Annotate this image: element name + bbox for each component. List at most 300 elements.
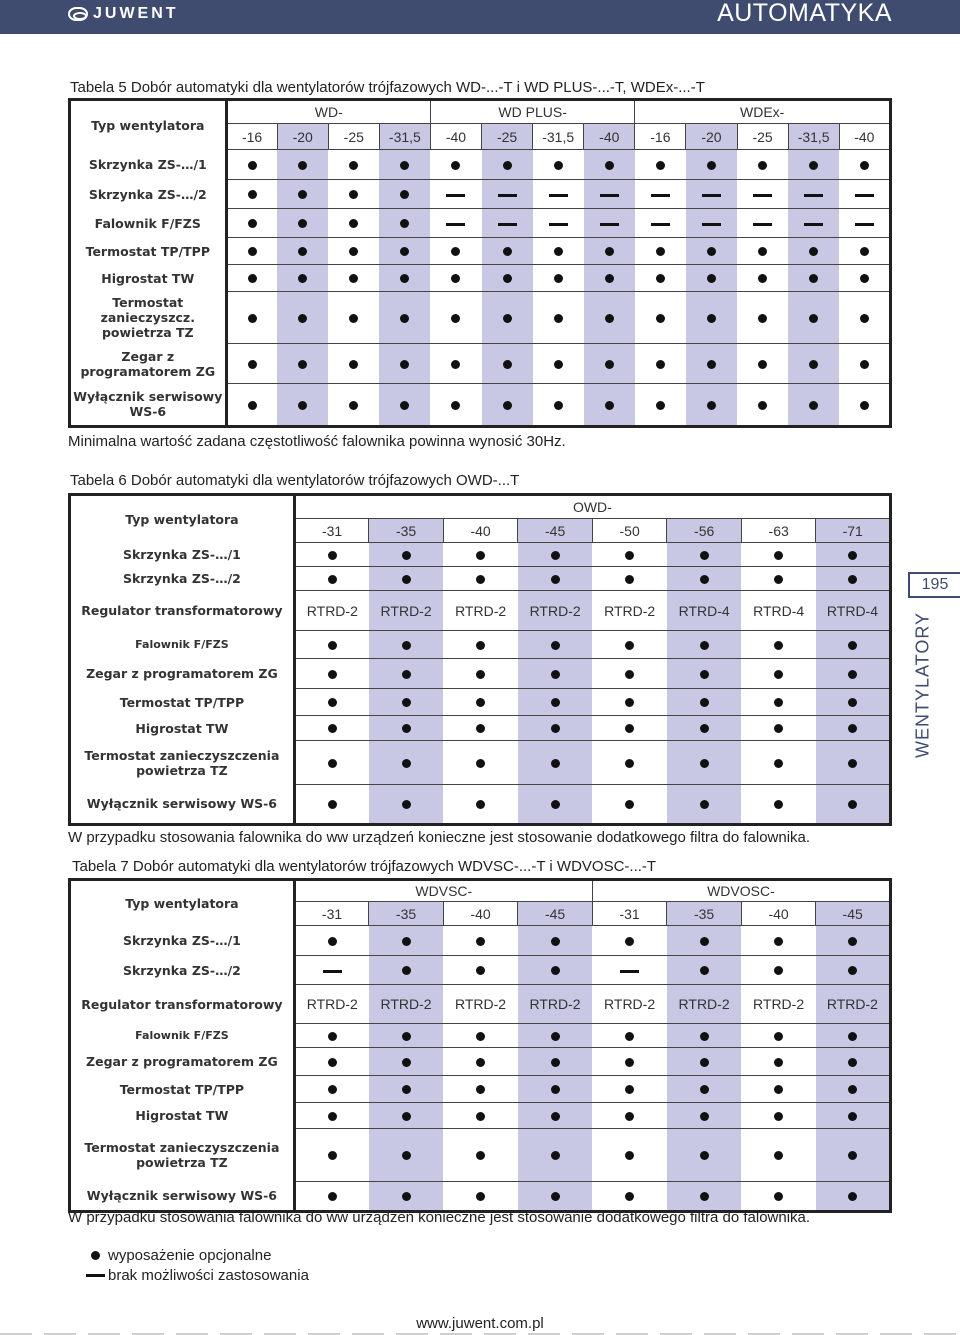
table-cell <box>294 716 369 741</box>
column-header: -40 <box>584 124 635 150</box>
optional-dot-icon <box>554 360 563 369</box>
table-cell <box>294 689 369 716</box>
table-cell <box>686 150 737 180</box>
table-cell <box>294 1129 369 1182</box>
optional-dot-icon <box>551 641 560 650</box>
table-cell <box>737 384 788 427</box>
optional-dot-icon <box>860 274 869 283</box>
table-row <box>70 1024 891 1048</box>
table-cell <box>816 543 891 567</box>
not-applicable-dash-icon <box>498 223 517 226</box>
table-cell <box>294 1103 369 1129</box>
table-cell <box>294 956 369 985</box>
optional-dot-icon <box>554 161 563 170</box>
table-cell <box>816 1048 891 1076</box>
table-cell <box>741 926 816 956</box>
table-6 <box>68 493 892 826</box>
optional-dot-icon <box>248 190 257 199</box>
optional-dot-icon <box>328 575 337 584</box>
optional-dot-icon <box>476 575 485 584</box>
optional-dot-icon <box>551 937 560 946</box>
optional-dot-icon <box>809 161 818 170</box>
table-cell <box>737 265 788 292</box>
table-cell <box>686 265 737 292</box>
optional-dot-icon <box>605 401 614 410</box>
table-cell <box>788 238 839 265</box>
group-header: OWD- <box>294 495 890 519</box>
optional-dot-icon <box>451 161 460 170</box>
table-cell <box>533 265 584 292</box>
optional-dot-icon <box>700 698 709 707</box>
table-cell <box>839 344 890 384</box>
table-cell <box>592 1129 667 1182</box>
optional-dot-icon <box>848 1032 857 1041</box>
column-header: -31 <box>294 902 369 926</box>
optional-dot-icon <box>298 314 307 323</box>
table-cell <box>379 384 430 427</box>
optional-dot-icon <box>400 161 409 170</box>
table-row <box>70 238 891 265</box>
table-cell <box>839 180 890 209</box>
optional-dot-icon <box>349 401 358 410</box>
optional-dot-icon <box>848 551 857 560</box>
table-cell <box>816 567 891 591</box>
optional-dot-icon <box>402 551 411 560</box>
optional-dot-icon <box>248 219 257 228</box>
table-cell <box>277 384 328 427</box>
optional-dot-icon <box>298 401 307 410</box>
table-cell: RTRD-2 <box>369 591 444 631</box>
table-cell <box>277 209 328 238</box>
row-label: Skrzynka ZS-…/2 <box>70 180 227 209</box>
table-cell <box>839 265 890 292</box>
optional-dot-icon <box>402 641 411 650</box>
table-cell <box>226 150 277 180</box>
brand-name: JUWENT <box>93 5 179 22</box>
row-label: Falownik F/FZS <box>70 1024 295 1048</box>
optional-dot-icon <box>402 575 411 584</box>
type-header: Typ wentylatora <box>70 880 295 926</box>
optional-dot-icon <box>476 724 485 733</box>
optional-dot-icon <box>328 641 337 650</box>
optional-dot-icon <box>402 1058 411 1067</box>
table-cell <box>369 689 444 716</box>
optional-dot-icon <box>848 1192 857 1201</box>
optional-dot-icon <box>551 551 560 560</box>
group-header: WDEx- <box>635 100 891 124</box>
table-cell <box>518 567 593 591</box>
table-cell <box>294 631 369 659</box>
optional-dot-icon <box>349 161 358 170</box>
table-cell <box>741 785 816 825</box>
legend-not-applicable <box>84 1267 309 1284</box>
optional-dot-icon <box>551 759 560 768</box>
table-cell <box>816 689 891 716</box>
optional-dot-icon <box>402 698 411 707</box>
table-cell <box>635 180 686 209</box>
optional-dot-icon <box>503 314 512 323</box>
not-applicable-dash-icon <box>323 970 342 973</box>
optional-dot-icon <box>625 1151 634 1160</box>
optional-dot-icon <box>551 1112 560 1121</box>
table-cell <box>430 238 481 265</box>
table-cell <box>226 265 277 292</box>
table-cell <box>294 1024 369 1048</box>
optional-dot-icon <box>400 219 409 228</box>
optional-dot-icon <box>328 724 337 733</box>
optional-dot-icon <box>848 1151 857 1160</box>
table-cell <box>482 265 533 292</box>
table-row <box>70 567 891 591</box>
table-cell <box>328 384 379 427</box>
table-cell <box>788 209 839 238</box>
table-cell: RTRD-4 <box>816 591 891 631</box>
table-cell <box>328 150 379 180</box>
optional-dot-icon <box>625 1032 634 1041</box>
table-5-title: Tabela 5 Dobór automatyki dla wentylatorów trójfazowych WD-...-T i WD PLUS-...-T, WDEx-...-T <box>70 79 705 96</box>
table-cell <box>369 1129 444 1182</box>
table-cell <box>635 238 686 265</box>
optional-dot-icon <box>551 698 560 707</box>
optional-dot-icon <box>848 641 857 650</box>
table-cell <box>741 631 816 659</box>
table-cell <box>369 1024 444 1048</box>
table-cell: RTRD-2 <box>592 985 667 1024</box>
table-cell <box>369 926 444 956</box>
optional-dot-icon <box>298 161 307 170</box>
table-cell <box>482 150 533 180</box>
column-header: -40 <box>443 902 518 926</box>
optional-dot-icon <box>328 551 337 560</box>
optional-dot-icon <box>700 1085 709 1094</box>
optional-dot-icon <box>328 1085 337 1094</box>
table-cell <box>294 926 369 956</box>
not-applicable-dash-icon <box>620 970 639 973</box>
row-label: Termostat TP/TPP <box>70 1076 295 1103</box>
optional-dot-icon <box>402 1151 411 1160</box>
optional-dot-icon <box>625 641 634 650</box>
column-header: -71 <box>816 519 891 543</box>
optional-dot-icon <box>809 247 818 256</box>
row-label: Falownik F/FZS <box>70 209 227 238</box>
table-cell <box>741 741 816 785</box>
table-cell <box>592 785 667 825</box>
optional-dot-icon <box>476 966 485 975</box>
optional-dot-icon <box>809 360 818 369</box>
optional-dot-icon <box>700 1112 709 1121</box>
optional-dot-icon <box>774 551 783 560</box>
optional-dot-icon <box>774 800 783 809</box>
row-label: Skrzynka ZS-…/1 <box>70 150 227 180</box>
optional-dot-icon <box>700 724 709 733</box>
table-row <box>70 689 891 716</box>
table-cell <box>592 926 667 956</box>
table-cell <box>369 785 444 825</box>
table-cell <box>443 543 518 567</box>
column-header: -40 <box>839 124 890 150</box>
table-row <box>70 716 891 741</box>
table-cell <box>584 238 635 265</box>
table-cell <box>443 716 518 741</box>
table-cell <box>277 265 328 292</box>
optional-dot-icon <box>400 190 409 199</box>
optional-dot-icon <box>402 966 411 975</box>
optional-dot-icon <box>656 161 665 170</box>
column-header: -16 <box>635 124 686 150</box>
optional-dot-icon <box>625 759 634 768</box>
optional-dot-icon <box>551 670 560 679</box>
table-cell: RTRD-2 <box>816 985 891 1024</box>
optional-dot-icon <box>758 314 767 323</box>
table-cell <box>741 543 816 567</box>
optional-dot-icon <box>700 759 709 768</box>
optional-dot-icon <box>707 161 716 170</box>
optional-dot-icon <box>774 641 783 650</box>
table-cell <box>737 150 788 180</box>
table-cell <box>584 265 635 292</box>
table-cell <box>294 543 369 567</box>
table-cell <box>533 180 584 209</box>
optional-dot-icon <box>809 401 818 410</box>
optional-dot-icon <box>554 401 563 410</box>
table-cell <box>369 1182 444 1212</box>
table-cell: RTRD-2 <box>592 591 667 631</box>
table-7-title: Tabela 7 Dobór automatyki dla wentylatorów trójfazowych WDVSC-...-T i WDVOSC-...-T <box>72 858 657 875</box>
section-title: AUTOMATYKA <box>717 0 892 27</box>
column-header: -25 <box>737 124 788 150</box>
not-applicable-dash-icon <box>855 194 874 197</box>
table-cell <box>816 956 891 985</box>
table-cell: RTRD-2 <box>518 591 593 631</box>
table-cell <box>277 150 328 180</box>
table-cell <box>482 209 533 238</box>
optional-dot-icon <box>503 274 512 283</box>
optional-dot-icon <box>605 314 614 323</box>
optional-dot-icon <box>476 1192 485 1201</box>
table-cell <box>635 384 686 427</box>
row-label: Higrostat TW <box>70 1103 295 1129</box>
optional-dot-icon <box>774 575 783 584</box>
table-cell <box>430 344 481 384</box>
optional-dot-icon <box>625 937 634 946</box>
optional-dot-icon <box>328 1192 337 1201</box>
table-cell <box>443 659 518 689</box>
table-cell <box>430 292 481 344</box>
table-cell <box>482 384 533 427</box>
column-header: -63 <box>741 519 816 543</box>
optional-dot-icon <box>774 1058 783 1067</box>
table-cell <box>635 265 686 292</box>
optional-dot-icon <box>774 1112 783 1121</box>
table-cell <box>294 567 369 591</box>
table-cell <box>737 180 788 209</box>
optional-dot-icon <box>707 401 716 410</box>
table-cell <box>443 741 518 785</box>
optional-dot-icon <box>476 1085 485 1094</box>
not-applicable-dash-icon <box>753 223 772 226</box>
table-cell <box>592 1076 667 1103</box>
row-label: Higrostat TW <box>70 716 295 741</box>
table-cell <box>839 238 890 265</box>
optional-dot-icon <box>707 314 716 323</box>
optional-dot-icon <box>451 247 460 256</box>
table-row <box>70 150 891 180</box>
table-cell <box>741 1129 816 1182</box>
optional-dot-icon <box>848 1058 857 1067</box>
not-applicable-dash-icon <box>702 194 721 197</box>
optional-dot-icon <box>451 360 460 369</box>
optional-dot-icon <box>848 1085 857 1094</box>
row-label: Skrzynka ZS-…/1 <box>70 926 295 956</box>
table-cell <box>328 344 379 384</box>
optional-dot-icon <box>402 724 411 733</box>
table-cell <box>788 265 839 292</box>
row-label: Higrostat TW <box>70 265 227 292</box>
optional-dot-icon <box>774 966 783 975</box>
table-cell <box>328 209 379 238</box>
optional-dot-icon <box>476 1112 485 1121</box>
optional-dot-icon <box>551 1151 560 1160</box>
row-label: Regulator transformatorowy <box>70 591 295 631</box>
table-cell <box>686 238 737 265</box>
table-cell <box>379 180 430 209</box>
optional-dot-icon <box>625 800 634 809</box>
optional-dot-icon <box>554 274 563 283</box>
optional-dot-icon <box>758 247 767 256</box>
optional-dot-icon <box>248 247 257 256</box>
table-cell: RTRD-2 <box>369 985 444 1024</box>
column-header: -25 <box>328 124 379 150</box>
table-cell: RTRD-2 <box>741 985 816 1024</box>
table-7 <box>68 878 892 1213</box>
table-cell <box>430 384 481 427</box>
footer-url[interactable]: www.juwent.com.pl <box>416 1315 544 1332</box>
optional-dot-icon <box>328 1032 337 1041</box>
table-cell <box>741 956 816 985</box>
optional-dot-icon <box>349 247 358 256</box>
column-header: -40 <box>741 902 816 926</box>
table-cell <box>667 926 742 956</box>
table-cell <box>584 292 635 344</box>
table-cell: RTRD-2 <box>443 985 518 1024</box>
table-row <box>70 659 891 689</box>
table-cell <box>667 741 742 785</box>
optional-dot-icon <box>248 360 257 369</box>
optional-dot-icon <box>298 219 307 228</box>
table-cell <box>369 1103 444 1129</box>
optional-dot-icon <box>400 274 409 283</box>
table-cell: RTRD-2 <box>443 591 518 631</box>
optional-dot-icon <box>476 1032 485 1041</box>
table-cell <box>328 292 379 344</box>
optional-dot-icon <box>349 190 358 199</box>
row-label: Regulator transformatorowy <box>70 985 295 1024</box>
table-cell <box>369 741 444 785</box>
optional-dot-icon <box>700 575 709 584</box>
optional-dot-icon <box>328 937 337 946</box>
table-row <box>70 344 891 384</box>
table-row <box>70 741 891 785</box>
table-row <box>70 1103 891 1129</box>
table-cell <box>518 1048 593 1076</box>
optional-dot-icon <box>349 219 358 228</box>
table-cell <box>277 292 328 344</box>
table-cell <box>294 1076 369 1103</box>
optional-dot-icon <box>848 966 857 975</box>
table-cell <box>277 180 328 209</box>
table-cell <box>741 1182 816 1212</box>
table-cell <box>443 785 518 825</box>
table-cell <box>430 265 481 292</box>
table-row <box>70 265 891 292</box>
table-cell: RTRD-2 <box>667 985 742 1024</box>
table-cell <box>584 384 635 427</box>
row-label: Falownik F/FZS <box>70 631 295 659</box>
optional-dot-icon <box>848 800 857 809</box>
table-cell <box>482 344 533 384</box>
page-header <box>0 0 960 34</box>
table-cell <box>443 631 518 659</box>
optional-dot-icon <box>774 698 783 707</box>
table-cell <box>518 1103 593 1129</box>
optional-dot-icon <box>860 360 869 369</box>
table-cell <box>816 1103 891 1129</box>
table-cell <box>839 209 890 238</box>
table-cell <box>443 1103 518 1129</box>
table-cell <box>226 292 277 344</box>
table-cell <box>816 785 891 825</box>
optional-dot-icon <box>349 314 358 323</box>
table-row <box>70 1076 891 1103</box>
table-cell <box>518 956 593 985</box>
not-applicable-dash-icon <box>804 223 823 226</box>
table-cell <box>741 567 816 591</box>
optional-dot-icon <box>503 247 512 256</box>
column-header: -45 <box>518 519 593 543</box>
table-cell: RTRD-2 <box>294 591 369 631</box>
group-header: WD PLUS- <box>430 100 634 124</box>
optional-dot-icon <box>625 670 634 679</box>
table-row <box>70 785 891 825</box>
type-header: Typ wentylatora <box>70 100 227 150</box>
optional-dot-icon <box>503 161 512 170</box>
table-cell <box>379 344 430 384</box>
column-header: -25 <box>482 124 533 150</box>
table-cell <box>667 956 742 985</box>
table-cell <box>741 1103 816 1129</box>
table-cell <box>584 209 635 238</box>
table-row <box>70 1182 891 1212</box>
optional-dot-icon <box>451 401 460 410</box>
side-category: WENTYLATORY <box>912 611 933 759</box>
table-cell <box>328 265 379 292</box>
table-cell <box>369 1076 444 1103</box>
optional-dot-icon <box>707 247 716 256</box>
optional-dot-icon <box>349 360 358 369</box>
optional-dot-icon <box>774 670 783 679</box>
optional-dot-icon <box>554 247 563 256</box>
optional-dot-icon <box>551 1058 560 1067</box>
not-applicable-dash-icon <box>804 194 823 197</box>
table-cell <box>788 180 839 209</box>
optional-dot-icon <box>625 1058 634 1067</box>
optional-dot-icon <box>758 360 767 369</box>
optional-dot-icon <box>402 937 411 946</box>
optional-dot-icon <box>848 937 857 946</box>
table-cell <box>741 659 816 689</box>
table-cell <box>816 1182 891 1212</box>
table-cell <box>788 150 839 180</box>
